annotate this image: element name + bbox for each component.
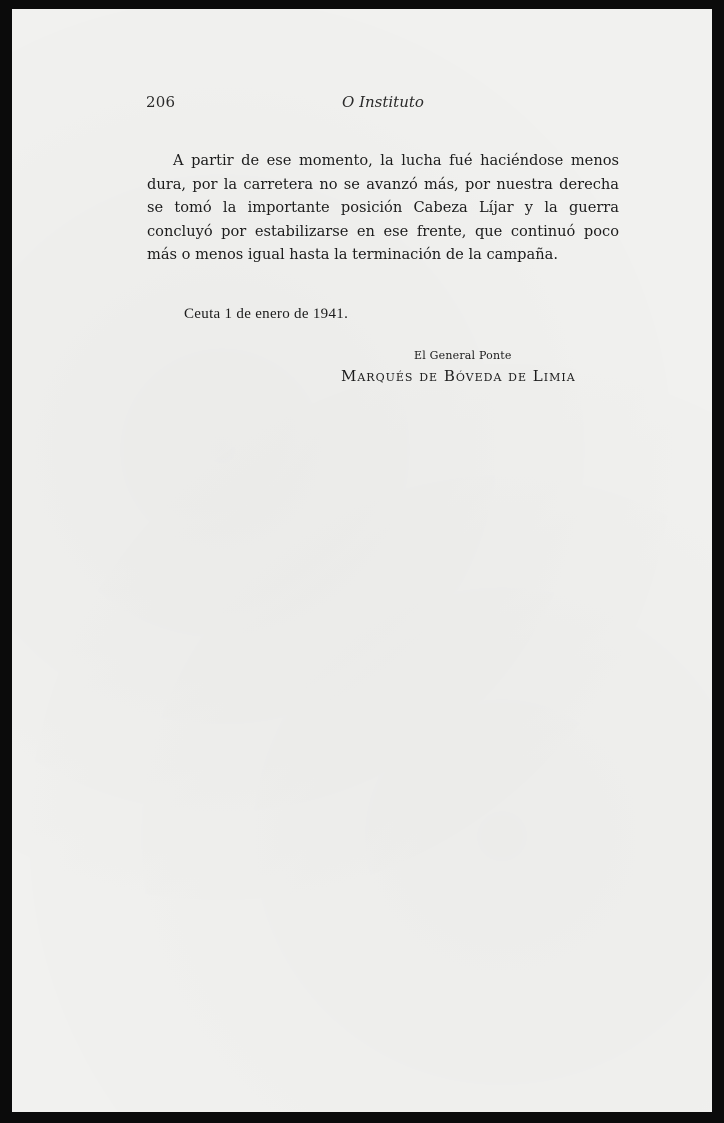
book-page bbox=[12, 9, 712, 1112]
page-number: 206 bbox=[146, 93, 176, 111]
dateline: Ceuta 1 de enero de 1941. bbox=[184, 306, 349, 322]
body-paragraph: A partir de ese momento, la lucha fué haciéndose menos dura, por la carretera no se avanzó más, por nuestra derecha se tomó la importante posición Cabeza Líjar y la guerra concluyó por estabilizarse en ese frente, que continuó poco más o menos igual hasta la terminación de la campaña. bbox=[147, 152, 619, 264]
signer-name: Marqués de Bóveda de Limia bbox=[341, 367, 576, 385]
journal-title: O Instituto bbox=[342, 93, 424, 111]
body-text bbox=[147, 149, 619, 267]
signer-rank: El General Ponte bbox=[414, 349, 512, 362]
running-head bbox=[12, 93, 712, 117]
